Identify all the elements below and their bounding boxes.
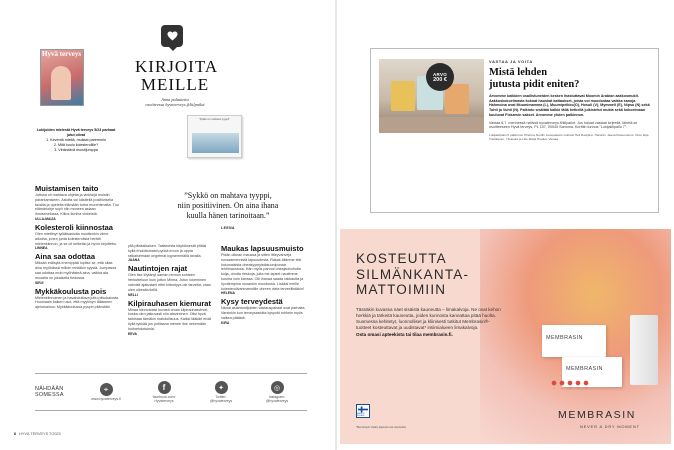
ad-disclaimer: *Membrasin Vitality kapselit ovat ravintolisä. xyxy=(356,426,407,429)
spread-caption: ”Sykkö on mahtava tyyppi!” xyxy=(198,118,231,121)
right-page xyxy=(337,0,674,450)
social-link-twitter[interactable] xyxy=(193,381,249,403)
social-link-label: facebook.com/ xyxy=(152,395,176,399)
letter-signature: HELENA xyxy=(221,291,235,296)
ad-tagline: NEVER A DRY MOMENT xyxy=(580,424,640,429)
heart-badge xyxy=(161,25,183,47)
social-link-handle: @hyvaterveys xyxy=(209,399,233,403)
letters-column-2 xyxy=(128,244,214,336)
letter-signature: SIRJI xyxy=(35,280,44,285)
page-subtitle xyxy=(120,97,230,108)
letter xyxy=(35,252,120,284)
letter-title: Kysy terveydestä xyxy=(221,297,283,307)
social-link-handle: Hyvaterveys xyxy=(154,399,174,403)
ad-brand: MEMBRASIN xyxy=(558,409,636,421)
letter-body: Juttusa oli mahtava ohjeita ja vinkkejä muistin parantamiseen. Asioita voi käsitellä positiivisella tavalla ja opetella elämään turha murehtimatta. Tuo elämänohje sopii niin moneen asiaan ihmisenelossa. Kiitos Ilunina vinkeistä. xyxy=(35,193,119,217)
mug-image xyxy=(445,84,469,114)
social-link-facebook[interactable] xyxy=(135,381,193,403)
ad-headline-line1: KOSTEUTTA xyxy=(356,251,447,266)
ad-body: Tässäkin kuvassa näet sisäistä kauneutta – limakalvoja. Ne ovat kehon herkkiä ja tärkeitä kauneutta, joiden kunnosta kannattaa pitää huolta. Suomessa kehitetyt, luonnolliset ja kliinisesti tutkitut Membrasin®-tuotteet kosteuttavat ja uudistavat* intiimialueen limakalvoja. xyxy=(356,306,501,330)
letter xyxy=(35,287,120,310)
letter-title: Kilpirauhasen kiemurat xyxy=(128,298,211,308)
letter-title: Muistamisen taito xyxy=(35,184,99,193)
spread-image xyxy=(192,133,239,153)
ad-text xyxy=(356,251,514,338)
ad-cta[interactable]: Osta omasi apteekista tai tilaa membrasin.fi. xyxy=(356,331,453,337)
finland-flag-badge xyxy=(356,404,370,418)
letter-body: Mielenkiinnoinen ja havahduttava juttu pitkokaiosta. Huomaain kaiken usoi, että myyllinyn tällaiseen ajelumainoo. Mykkäkoulussa pysyin pitämään xyxy=(35,295,120,310)
prize-badge xyxy=(426,63,454,91)
facebook-icon: f xyxy=(158,381,171,394)
social-label-line2: SOMESSA xyxy=(35,392,64,398)
letter-signature: KIRA xyxy=(221,320,230,325)
list-item: 1. Keventä mieltä, muistat paremmin xyxy=(46,138,106,143)
readers-favorite xyxy=(35,128,117,153)
social-link-instagram[interactable] xyxy=(249,381,305,403)
social-label-line1: NÄHDÄÄN xyxy=(35,385,64,392)
magazine-cover xyxy=(40,49,84,106)
twitter-icon: ✦ xyxy=(215,381,228,394)
social-link-label: Twitter: xyxy=(215,395,227,399)
social-link-label: Instagram: xyxy=(268,395,286,399)
flag-text: MADE IN FINLAND xyxy=(357,412,365,417)
page-number: 6 xyxy=(14,432,17,436)
contest-content xyxy=(489,59,652,141)
product-tube-image xyxy=(630,315,658,385)
contest-box xyxy=(370,48,659,213)
contest-winners: Lukijakilpailu 5 palkinnon Pharma Nordin tuotepaketin voittivat Heli Ravijärvi, Helsinki, Jaana Klasuuniemi, Oulu, Eija Tuukkanen, Ylivieska ja Lilie-Maija Huotka, Vantaa. xyxy=(489,133,649,142)
letter xyxy=(35,223,120,250)
readers-favorite-intro: Lukijoiden mielestä Hyvä terveys 5/23 parhaat jutut olivat xyxy=(36,128,116,137)
contest-kicker: VASTAA JA VOITA xyxy=(489,59,533,64)
page-title xyxy=(135,57,219,94)
letter xyxy=(221,297,307,324)
contest-instructions: Vastaa 6.7. mennessä netissä hyvaterveys.fi/kilpailut. Jos haluat vastata kirjeellä, lähetä se osoitteeseen Hyvä terveys, PL 107, 00040 Sanoma. Korttiin tunnus "Lukijakilpailu 7". xyxy=(489,120,638,130)
letter xyxy=(128,299,214,336)
social-bar xyxy=(35,373,307,411)
social-link-handle: @hyvaterveys xyxy=(265,399,289,403)
social-link-label: www.hyvaterveys.fi xyxy=(91,397,121,401)
magazine-spread-photo xyxy=(187,115,242,158)
quote-line1: ”Sykkö on mahtava tyyppi, xyxy=(184,191,272,200)
letter-title: Nautintojen rajat xyxy=(128,264,188,274)
letter-body: Olen itse löytänyt saman rennon suhteen herkutteluun kuin juttun Minna. Jutun lukeminen vahvisti ajatustani ettei kirtostyys ole tarvetta, vaan olen oikealla tiellä. xyxy=(128,273,211,292)
letter-body: Pidän oikean maussa ja sitten litteyvahveja runsaamennistä lapsuudesta. Rakas äitimme teki kokonaisista oheasyymyistäsuunipunaa lehtimaustosa. Hän myös pannoi oheajauhohoita kolja, ohutta rieskoja, joita me lapset nautimme kuuma voin kanssa. Olli ihanaa saada rakkautta ja hyväempina nuoankin muodossa. Lisäksi meille kolesterolivanmamdille ohreen viela terveellistäkin! xyxy=(221,253,304,291)
letter-signature: NELLI xyxy=(128,292,138,297)
social-link-web[interactable] xyxy=(77,383,135,401)
ad-headline-line3: MATTOIMIIN xyxy=(356,282,447,297)
readers-favorite-list xyxy=(35,138,117,152)
reader-quote xyxy=(128,191,328,233)
badge-label: ARVO xyxy=(432,71,448,77)
letter-title: Mykkäkoulusta pois xyxy=(35,286,107,296)
page-footer xyxy=(14,432,61,436)
page-title-line1: KIRJOITA xyxy=(135,57,219,76)
letter-title: Aina saa odottaa xyxy=(35,252,96,262)
badge-value: 200 € xyxy=(433,76,447,83)
footer-magazine: HYVÄ TERVEYS 7/2023 xyxy=(19,432,61,436)
product-box xyxy=(542,325,606,357)
social-label xyxy=(35,386,77,399)
mug-image xyxy=(391,81,415,111)
subtitle-line1: Anna palautetta xyxy=(161,97,189,102)
letter-body: Nämä asiantuntijoiden vastauspalstat ovat parhaita. Varsinkin kun terveysasioita kysyvät rohkein myös vaikea pääistä. xyxy=(221,306,306,320)
contest-lead: Arvomme kaikkien osallistuneiden kesken ihastuttavat Moomin Arabian aakkosmukit. Aakkoskokoelmasta kokoat hauskat kattaukset, joista voi muodostaa vaikka sanoja. Hahmoina ovat Muumimamma (L), Muumipeikko(O), Hosuli (V), Mymmeli (E), Nipsu (N) sekä Tuhti ja Vuhti (N). Palkinto sisältää kaikki tällä hetkellä julkistetut mukia sekä kokoelmaan kuuluvat Fiskarsin sakset. Arvomme yhden palkinnon. xyxy=(489,94,650,117)
ad-headline-line2: SILMÄNKANTA- xyxy=(356,266,470,282)
contest-title-line2: jutusta pidit eniten? xyxy=(489,78,580,90)
quote-line2: niin positiivinen. On aina ihana xyxy=(177,201,279,210)
product-label: MEMBRASIN xyxy=(566,366,603,372)
letter-body: Minaa kiinnostaisi kovasti oman kilpirauhasvirvet, koska olen jatkuvasti niin alavireinen. Olisi hyvä tarkistaa tämäkin mahdollisuus. Kaikki lääkäri eivät kyllä tykkää jos potilaana menee itse nekemään hoitoehdotuksia. xyxy=(128,307,212,331)
ad-headline xyxy=(356,251,514,298)
left-page xyxy=(0,0,335,450)
letters-column-3 xyxy=(221,244,307,325)
web-icon: ⌖ xyxy=(100,383,113,396)
quote-author: LEENA xyxy=(221,226,235,230)
letters-column-1 xyxy=(35,184,120,310)
letter-signature: JAANA xyxy=(128,258,140,263)
contest-title xyxy=(489,67,652,90)
letter-signature: ULLA-MAIJA xyxy=(35,216,56,221)
letter-title: Kolesteroli kiinnostaa xyxy=(35,222,113,232)
letter-signature: LINNEA xyxy=(35,246,48,251)
quote-line3: kuulla hänen tarinoitaan.” xyxy=(186,211,270,220)
finland-flag-icon xyxy=(358,406,368,413)
contest-title-line1: Mistä lehden xyxy=(489,67,548,78)
list-item: 3. Vinkistävä muistijumppa xyxy=(54,147,98,152)
letter xyxy=(35,184,120,221)
letter-title: Maukas lapsuusmuisto xyxy=(221,244,304,253)
instagram-icon: ◎ xyxy=(271,381,284,394)
letter-body: Olen miettinyt työläisasioita muuttenkin viime aikoina, jonen junta kolesterolista herätti mielenkiinnon, ja se oli selkeäsi ja hyvin kirjoitettu. xyxy=(35,231,117,246)
letter-body: yllä pitkäaikaisen. Tallainesta käytöksestä pitäisi kyllä ehdottomasti pyrkiä eroon ja oppia ratkaisemaan ongelmat kypsemmällä tavalla. xyxy=(128,244,207,258)
letter xyxy=(128,264,214,296)
capsules-image xyxy=(550,379,590,389)
cover-model-image xyxy=(51,66,71,100)
list-item: 2. Mitä kuulu kolesterolille? xyxy=(53,142,99,147)
letter xyxy=(221,244,307,295)
letter-signature: EEVA xyxy=(128,331,137,336)
subtitle-line2: osoitteessa hyvaterveys.fi/kilpailut xyxy=(145,102,205,108)
cover-masthead: Hyvä terveys xyxy=(42,50,82,58)
letter xyxy=(128,244,214,262)
page-title-line2: MEILLE xyxy=(140,75,210,94)
plate-image xyxy=(379,117,484,133)
letter-body: Miksän eräisyiä enemppää lopitse se, että ollaa aina myöhässä milloin mistäkin syystä. Jumpassa saa odottaa mutt myöhästeä aina, vaikka ala muualla on jokaisella tiedossa. xyxy=(35,261,117,280)
heart-icon xyxy=(167,31,178,41)
membrasin-ad xyxy=(340,229,671,444)
product-label: MEMBRASIN xyxy=(546,335,583,341)
